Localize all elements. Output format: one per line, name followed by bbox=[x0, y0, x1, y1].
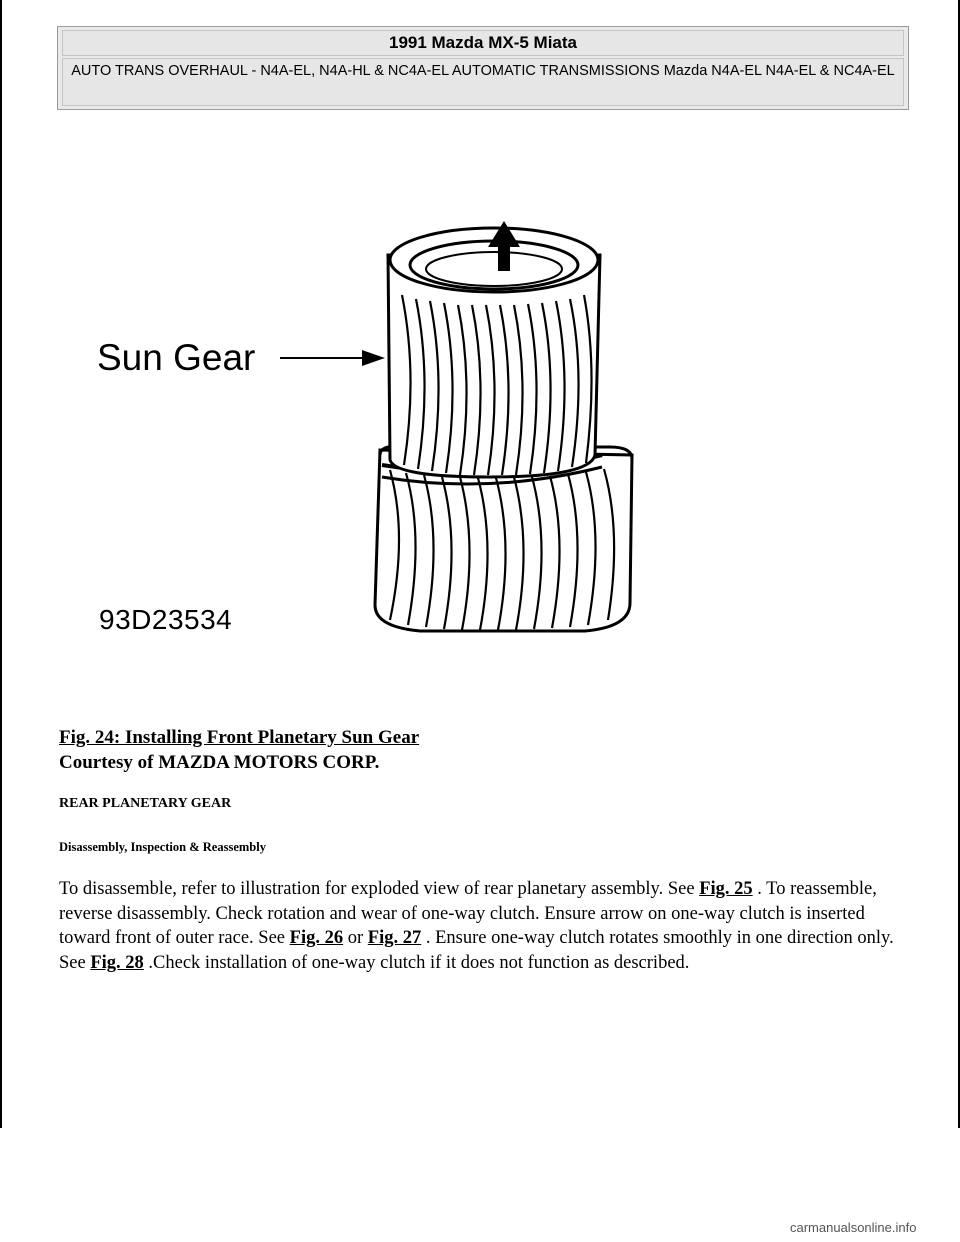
figure-caption-credit: Courtesy of MAZDA MOTORS CORP. bbox=[59, 752, 380, 773]
body-paragraph bbox=[59, 877, 909, 975]
figure-code: 93D23534 bbox=[99, 604, 233, 635]
footer-watermark: carmanualsonline.info bbox=[790, 1220, 917, 1235]
fig-28-link[interactable]: Fig. 28 bbox=[90, 952, 144, 973]
header-title: 1991 Mazda MX-5 Miata bbox=[62, 30, 904, 56]
figure-caption-title[interactable]: Fig. 24: Installing Front Planetary Sun Gear bbox=[59, 727, 420, 748]
paragraph-text: . Ensure one-way clutch rotates smoothly in one direction only. See bbox=[59, 928, 894, 973]
fig-27-link[interactable]: Fig. 27 bbox=[367, 928, 422, 948]
page-header bbox=[57, 26, 909, 110]
header-subtitle: AUTO TRANS OVERHAUL - N4A-EL, N4A-HL & NC4A-EL AUTOMATIC TRANSMISSIONS Mazda N4A-EL N4A-EL & NC4A-EL bbox=[62, 58, 904, 106]
fig-25-link[interactable]: Fig. 25 bbox=[699, 879, 753, 899]
sun-gear-illustration bbox=[90, 215, 650, 640]
upper-sun-gear bbox=[388, 228, 600, 477]
figure-label-sun-gear: Sun Gear bbox=[97, 337, 256, 378]
paragraph-text: . To reassemble, reverse disassembly. Check rotation and wear of one-way clutch. Ensure arrow on one-way clutch is inserted toward front of outer race. See bbox=[59, 879, 877, 948]
pointer-arrow bbox=[280, 350, 385, 366]
section-title: REAR PLANETARY GEAR bbox=[59, 796, 232, 811]
page-border-left bbox=[0, 0, 2, 1128]
fig-26-link[interactable]: Fig. 26 bbox=[289, 928, 344, 948]
paragraph-text: .Check installation of one-way clutch if it does not function as described. bbox=[143, 952, 690, 973]
subsection-title: Disassembly, Inspection & Reassembly bbox=[59, 840, 266, 854]
paragraph-text: or bbox=[343, 928, 368, 948]
paragraph-text: To disassemble, refer to illustration for exploded view of rear planetary assembly. See bbox=[59, 879, 700, 899]
